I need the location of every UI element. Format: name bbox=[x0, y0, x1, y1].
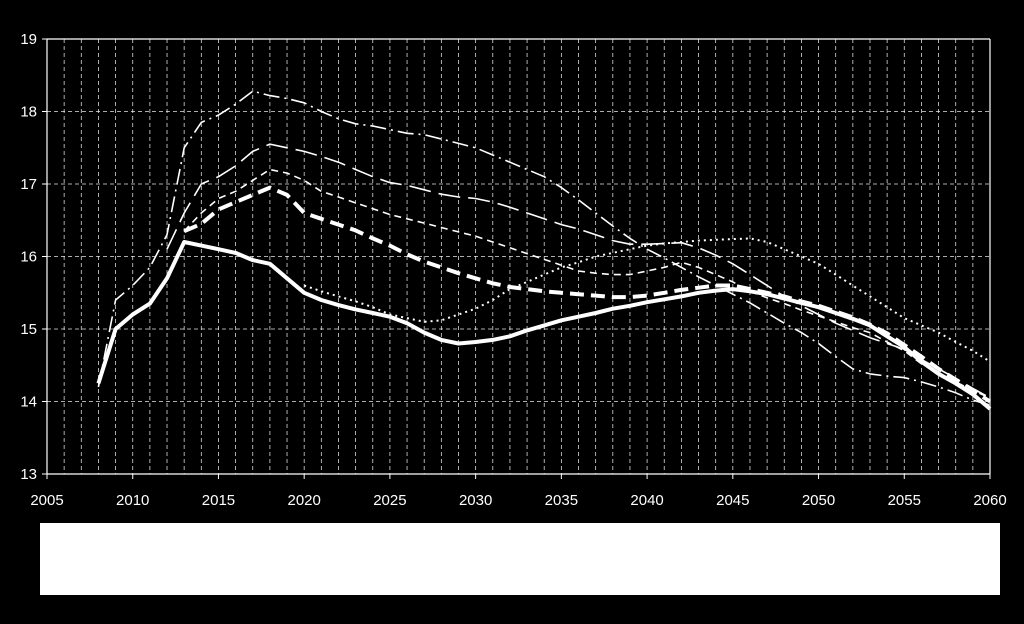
legend-box bbox=[40, 523, 1000, 595]
y-tick-label: 18 bbox=[20, 103, 37, 121]
x-tick-label: 2040 bbox=[630, 492, 664, 509]
x-tick-label: 2045 bbox=[716, 492, 750, 509]
x-tick-label: 2035 bbox=[544, 492, 579, 509]
y-tick-label: 17 bbox=[20, 176, 37, 193]
y-tick-label: 13 bbox=[20, 466, 37, 483]
x-tick-label: 2030 bbox=[458, 492, 493, 509]
x-tick-label: 2005 bbox=[30, 492, 64, 509]
y-tick-label: 14 bbox=[20, 393, 37, 411]
x-tick-label: 2050 bbox=[801, 492, 836, 509]
y-tick-label: 19 bbox=[20, 31, 37, 48]
x-tick-label: 2055 bbox=[887, 492, 921, 509]
x-tick-label: 2010 bbox=[116, 492, 150, 509]
x-tick-label: 2025 bbox=[373, 492, 407, 509]
y-tick-label: 16 bbox=[20, 248, 37, 266]
x-tick-label: 2060 bbox=[973, 492, 1007, 509]
x-tick-label: 2015 bbox=[201, 492, 236, 509]
x-tick-label: 2020 bbox=[287, 492, 321, 509]
y-tick-label: 15 bbox=[20, 321, 37, 338]
